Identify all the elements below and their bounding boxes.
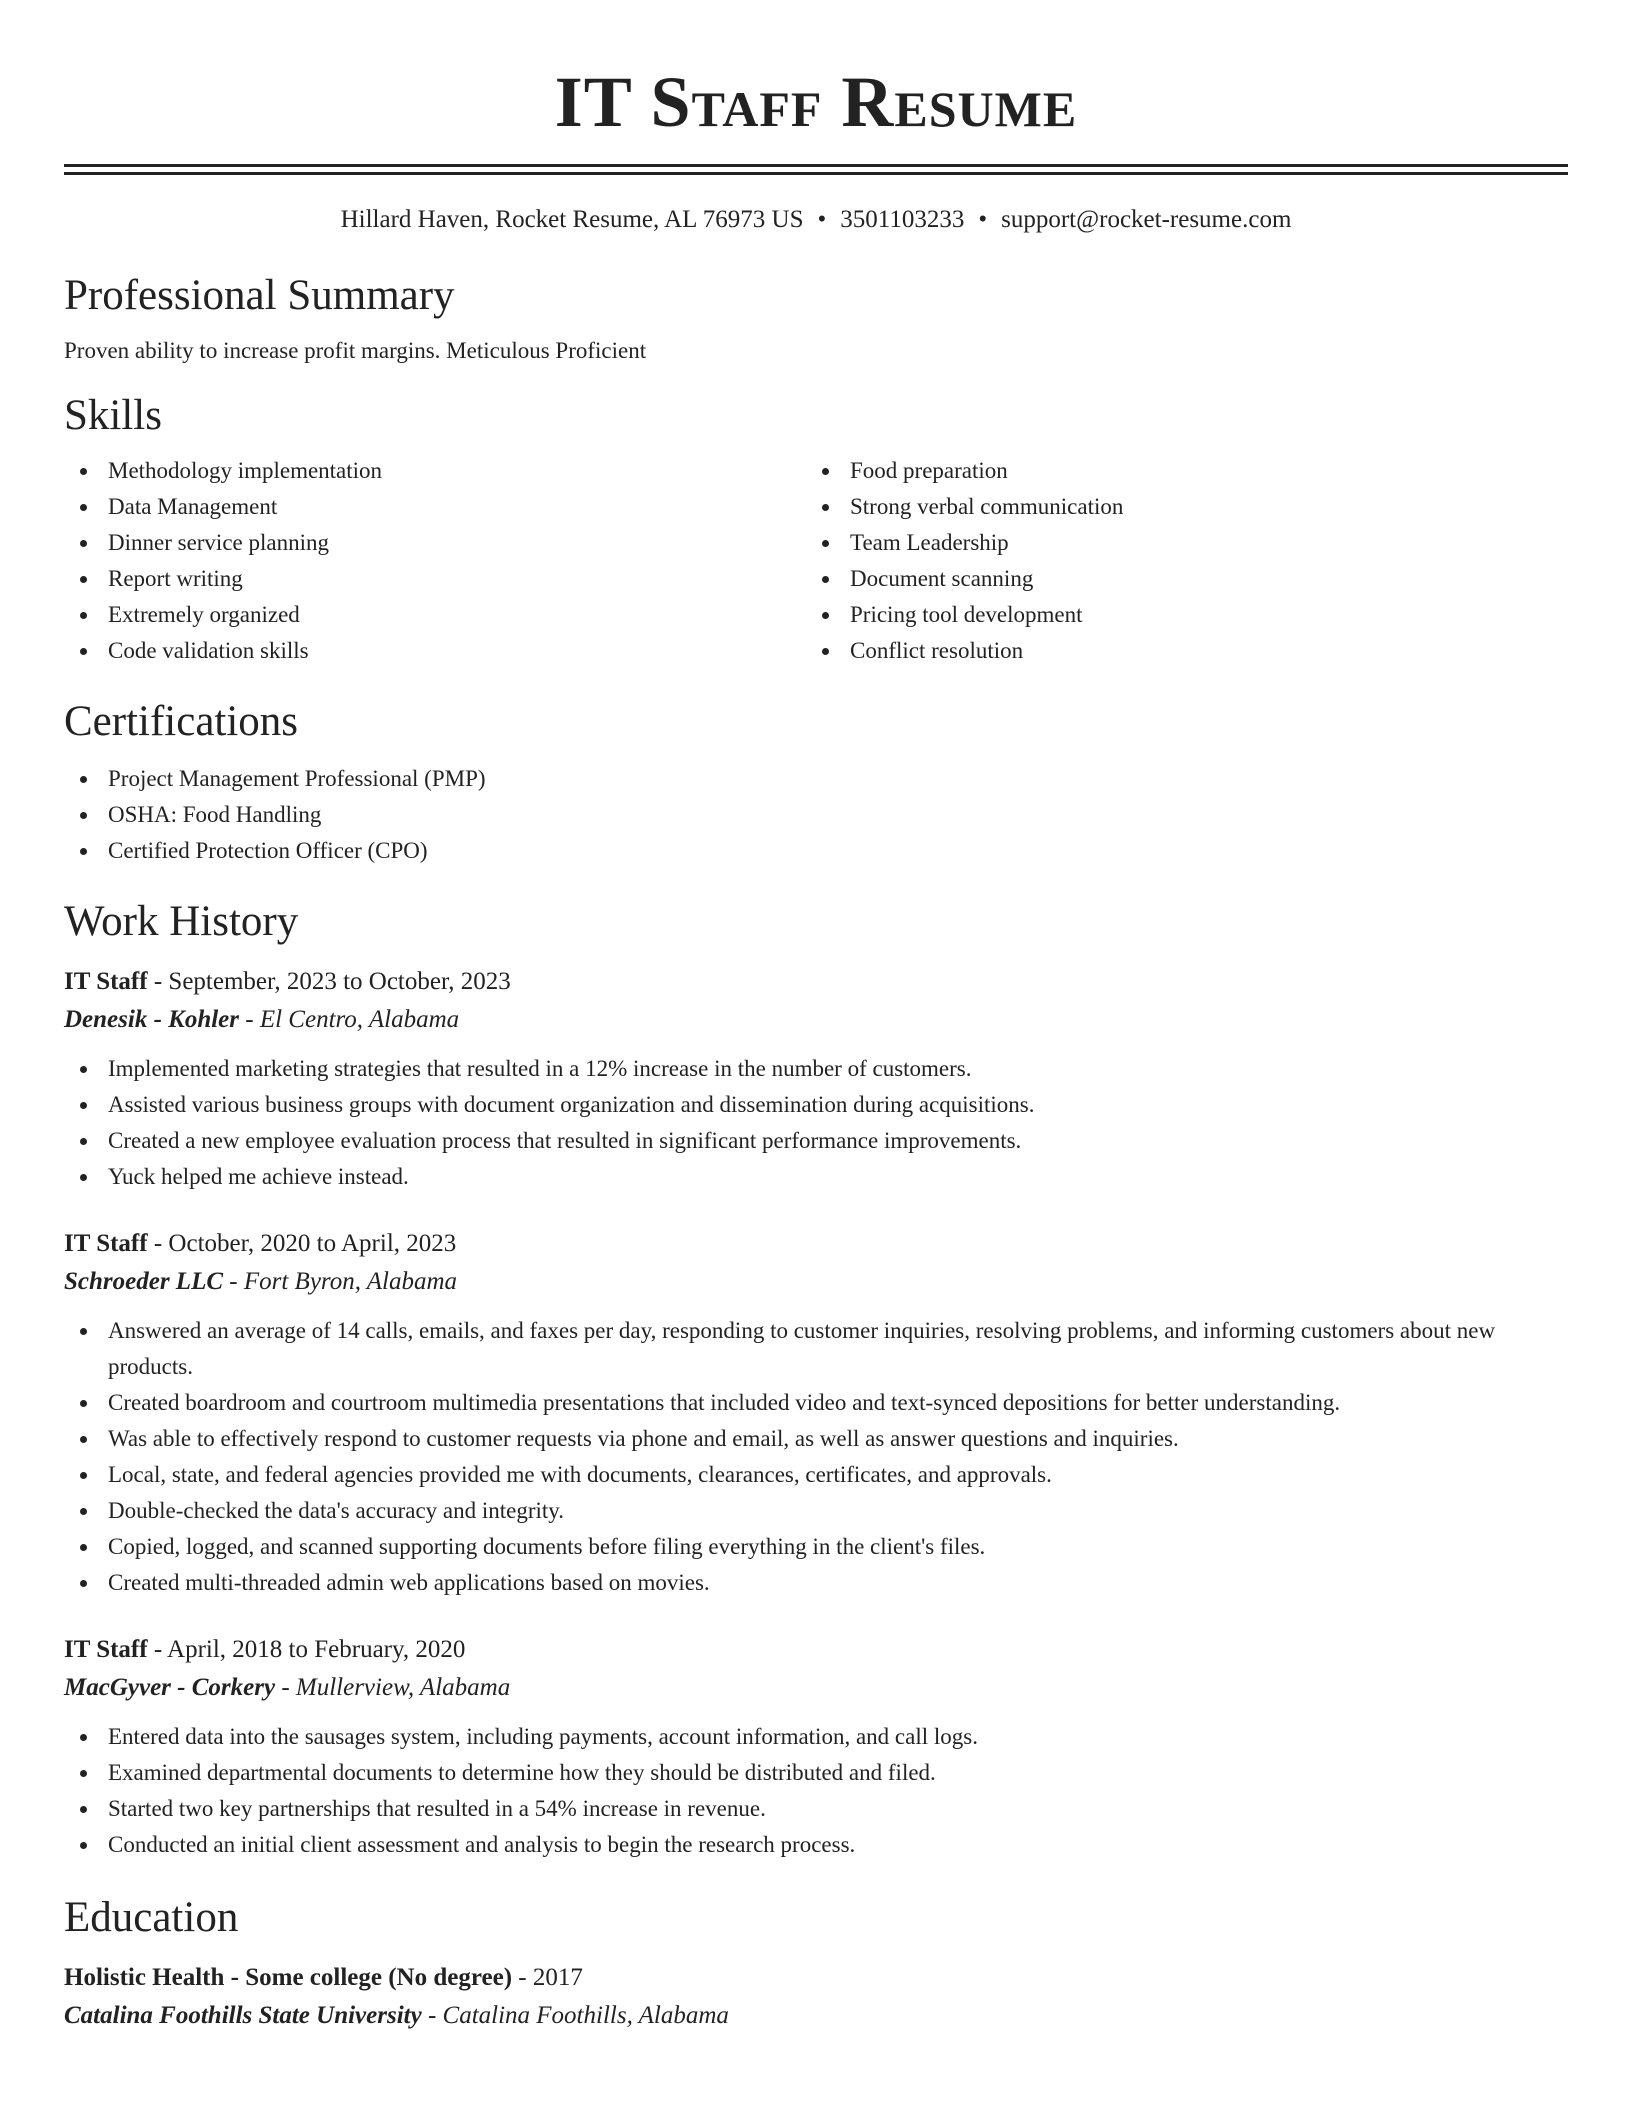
skill-item: Report writing [64,561,806,597]
contact-separator: • [978,206,988,233]
contact-email: support@rocket-resume.com [1001,206,1292,233]
job-bullet: Answered an average of 14 calls, emails, and faxes per day, responding to customer inquiries, resolving problems, and informing customers about new products. [64,1313,1568,1385]
skill-item: Food preparation [806,453,1548,489]
title-divider [64,164,1568,175]
skill-item: Pricing tool development [806,597,1548,633]
summary-section [64,269,1568,367]
education-section [64,1891,1568,2035]
resume-page [64,0,1568,2035]
education-location: - Catalina Foothills, Alabama [421,2002,729,2029]
job-bullet: Implemented marketing strategies that resulted in a 12% increase in the number of customers. [64,1051,1568,1087]
skill-item: Extremely organized [64,597,806,633]
job-title-line [64,1631,1568,1669]
skill-item: Document scanning [806,561,1548,597]
skills-heading: Skills [64,392,162,439]
skills-grid [64,453,1568,669]
education-school: Catalina Foothills State University [64,2002,422,2029]
job-dates: - September, 2023 to October, 2023 [147,968,511,995]
job-bullet: Yuck helped me achieve instead. [64,1159,1568,1195]
job-bullets [64,1719,1568,1863]
job-company-line [64,1669,1568,1707]
contact-phone: 3501103233 [840,206,965,233]
certifications-section [64,695,1568,869]
job-company: MacGyver - Corkery [64,1674,276,1701]
skills-list-left [64,453,806,669]
job-bullet: Created multi-threaded admin web applications based on movies. [64,1565,1568,1601]
skills-section [64,389,1568,669]
certifications-list [64,761,1568,869]
skill-item: Team Leadership [806,525,1548,561]
job-title: IT Staff [64,1636,148,1663]
job-title-line [64,1225,1568,1263]
job-title: IT Staff [64,1230,148,1257]
job-company: Schroeder LLC [64,1268,224,1295]
job-entry [64,1631,1568,1863]
certification-item: OSHA: Food Handling [64,797,1568,833]
education-heading: Education [64,1894,239,1941]
job-company-line [64,1263,1568,1301]
job-location: - Fort Byron, Alabama [223,1268,458,1295]
resume-title: IT Staff Resume [554,62,1078,142]
contact-address: Hillard Haven, Rocket Resume, AL 76973 US [340,206,804,233]
job-bullet: Entered data into the sausages system, including payments, account information, and call logs. [64,1719,1568,1755]
job-title: IT Staff [64,968,148,995]
job-bullet: Double-checked the data's accuracy and integrity. [64,1493,1568,1529]
job-bullet: Examined departmental documents to determine how they should be distributed and filed. [64,1755,1568,1791]
job-location: - Mullerview, Alabama [275,1674,511,1701]
job-entry [64,963,1568,1195]
job-bullet: Created boardroom and courtroom multimedia presentations that included video and text-synced depositions for better understanding. [64,1385,1568,1421]
skill-item: Dinner service planning [64,525,806,561]
job-bullet: Created a new employee evaluation process that resulted in significant performance improvements. [64,1123,1568,1159]
skill-item: Code validation skills [64,633,806,669]
education-degree-line [64,1959,1568,1997]
skill-item: Methodology implementation [64,453,806,489]
skill-item: Conflict resolution [806,633,1548,669]
job-company-line [64,1001,1568,1039]
certification-item: Project Management Professional (PMP) [64,761,1568,797]
work-history-heading: Work History [64,898,299,945]
job-bullet: Assisted various business groups with document organization and dissemination during acquisitions. [64,1087,1568,1123]
job-bullet: Local, state, and federal agencies provided me with documents, clearances, certificates, and approvals. [64,1457,1568,1493]
skill-item: Strong verbal communication [806,489,1548,525]
job-bullet: Was able to effectively respond to customer requests via phone and email, as well as answer questions and inquiries. [64,1421,1568,1457]
skill-item: Data Management [64,489,806,525]
certification-item: Certified Protection Officer (CPO) [64,833,1568,869]
education-school-line [64,1997,1568,2035]
job-title-line [64,963,1568,1001]
job-bullet: Started two key partnerships that resulted in a 54% increase in revenue. [64,1791,1568,1827]
job-location: - El Centro, Alabama [239,1006,460,1033]
job-entry [64,1225,1568,1601]
job-company: Denesik - Kohler [64,1006,239,1033]
summary-text: Proven ability to increase profit margins. Meticulous Proficient [64,338,647,363]
summary-heading: Professional Summary [64,272,455,319]
job-dates: - October, 2020 to April, 2023 [147,1230,457,1257]
work-history-section [64,895,1568,1863]
job-bullet: Conducted an initial client assessment and analysis to begin the research process. [64,1827,1568,1863]
contact-line [64,203,1568,237]
certifications-heading: Certifications [64,698,299,745]
job-bullets [64,1051,1568,1195]
job-bullet: Copied, logged, and scanned supporting documents before filing everything in the client's files. [64,1529,1568,1565]
job-bullets [64,1313,1568,1601]
job-dates: - April, 2018 to February, 2020 [147,1636,466,1663]
contact-separator: • [817,206,827,233]
education-degree: Holistic Health - Some college (No degree) [64,1964,513,1991]
education-year: - 2017 [512,1964,583,1991]
skills-list-right [806,453,1548,669]
